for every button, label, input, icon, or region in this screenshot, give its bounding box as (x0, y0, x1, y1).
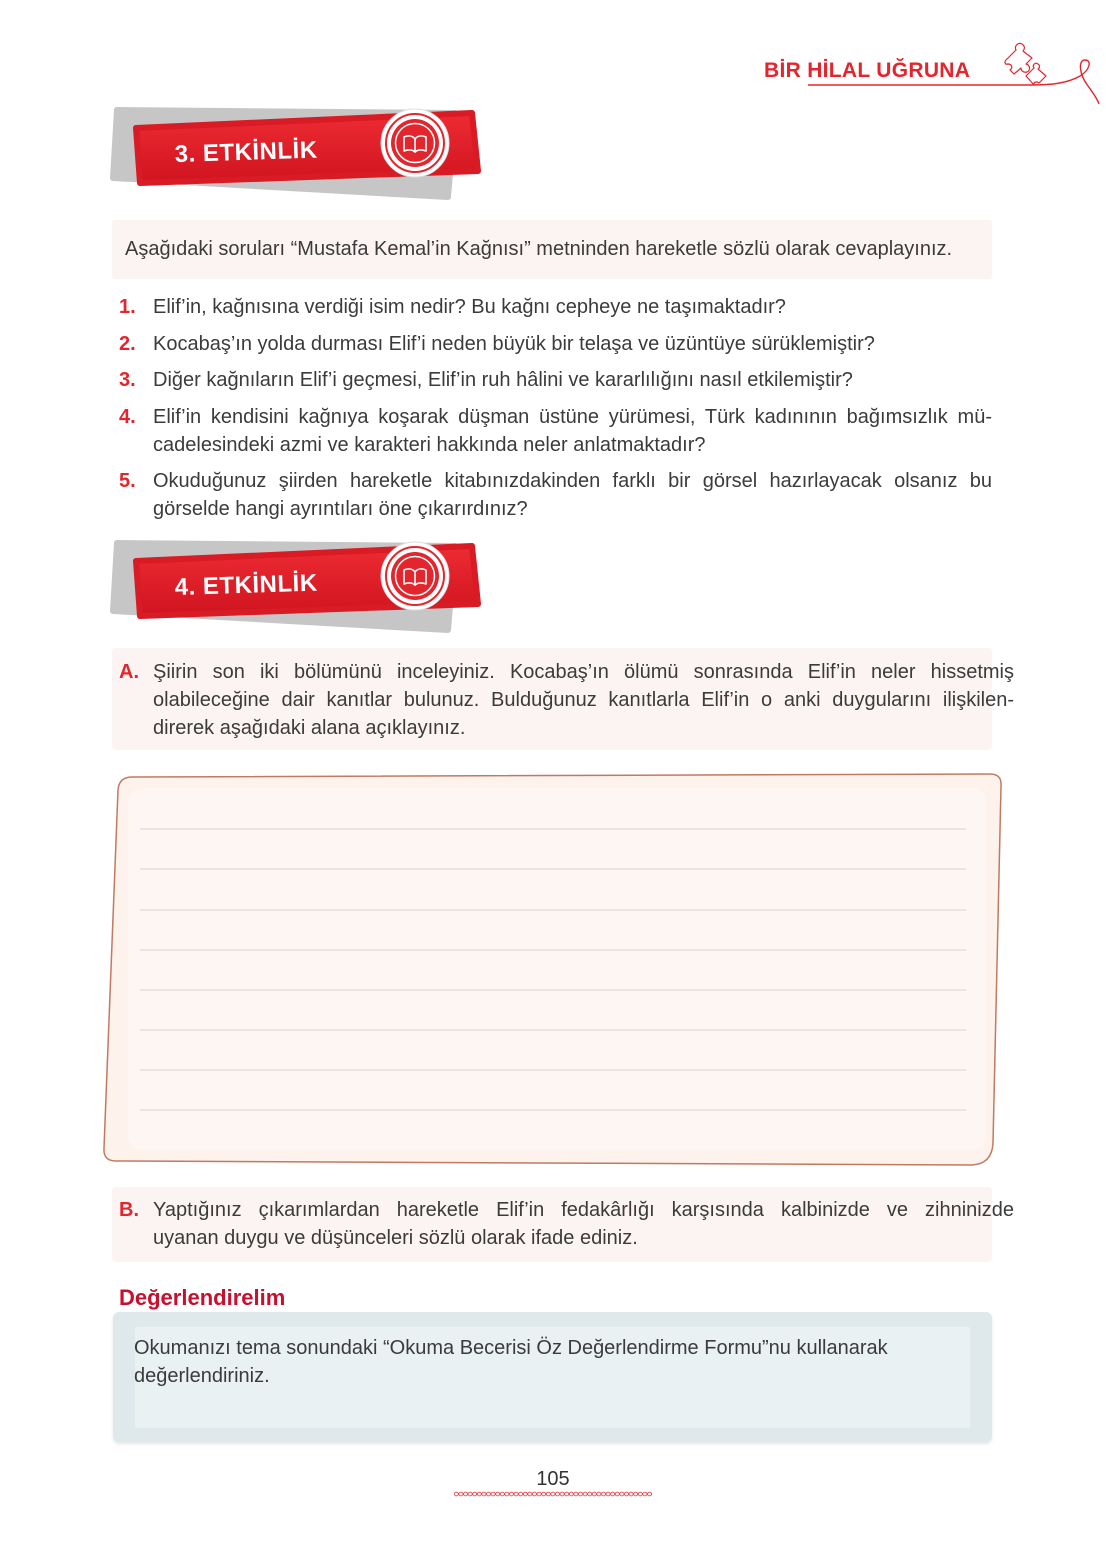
header-decoration (800, 38, 1100, 108)
list-item (119, 330, 992, 358)
part-b-box (112, 1187, 1014, 1262)
question-text: Okuduğunuz şiirden hareketle kitabınızdakinden farklı bir görsel hazırlayacak olsanız bu (153, 470, 992, 492)
book-icon (381, 542, 449, 610)
header-underline (808, 60, 1099, 104)
part-a-box (112, 648, 1014, 750)
instruction-text: Aşağıdaki soruları “Mustafa Kemal’in Kağnısı” metninden hareketle sözlü olarak cevaplayınız. (125, 238, 953, 260)
evaluation-text (134, 1334, 888, 1390)
puzzle-icon (1005, 43, 1046, 85)
book-title: BİR HİLAL UĞRUNA (764, 59, 971, 82)
activity-label: 4. ETKİNLİK (174, 569, 318, 601)
evaluation-line: Okumanızı tema sonundaki “Okuma Becerisi Öz Değerlendirme Formu”nu kullanarak (134, 1337, 888, 1359)
question-text: cadelesindeki azmi ve karakteri hakkında neler anlatmaktadır? (153, 433, 706, 456)
instruction-box (112, 220, 992, 279)
evaluation-box (113, 1312, 992, 1442)
writing-area-inner (128, 788, 986, 1150)
part-letter: B. (119, 1199, 139, 1221)
list-item (119, 403, 992, 459)
question-number: 5. (119, 470, 136, 492)
part-letter: A. (119, 661, 139, 683)
list-item (119, 366, 992, 394)
part-text: Şiirin son iki bölümünü inceleyiniz. Kocabaş’ın ölümü sonrasında Elif’in neler hissetmiş (153, 661, 1014, 683)
question-text: Kocabaş’ın yolda durması Elif’i neden büyük bir telaşa ve üzüntüye sürüklemiştir? (153, 332, 875, 355)
part-text: direrek aşağıdaki alana açıklayınız. (153, 717, 466, 739)
list-item (119, 1196, 1014, 1252)
part-text: Yaptığınız çıkarımlardan hareketle Elif’in fedakârlığı karşısında kalbinizde ve zihninizde (153, 1199, 1014, 1221)
question-text: Diğer kağnıların Elif’i geçmesi, Elif’in ruh hâlini ve kararlılığını nasıl etkilemiştir? (153, 369, 853, 391)
question-number: 1. (119, 296, 136, 318)
activity-label: 3. ETKİNLİK (174, 136, 318, 168)
writing-area (100, 768, 1006, 1172)
activity-banner-4 (105, 533, 490, 638)
question-number: 2. (119, 332, 136, 355)
question-number: 3. (119, 369, 136, 391)
page-number-ornament (454, 1490, 654, 1498)
evaluation-heading: Değerlendirelim (119, 1285, 286, 1310)
list-item (119, 467, 992, 523)
question-text: görselde hangi ayrıntıları öne çıkarırdınız? (153, 498, 528, 520)
page-number: 105 (536, 1468, 570, 1490)
question-text: Elif’in, kağnısına verdiği isim nedir? Bu kağnı cepheye ne taşımaktadır? (153, 296, 786, 318)
part-text: olabileceğine dair kanıtlar bulunuz. Bulduğunuz kanıtlarla Elif’in o anki duygularını ilişkilen- (153, 689, 1014, 711)
question-list (119, 293, 992, 532)
question-number: 4. (119, 405, 136, 428)
list-item (119, 658, 1014, 742)
evaluation-line: değerlendiriniz. (134, 1365, 270, 1387)
activity-banner-3 (105, 100, 490, 205)
list-item (119, 293, 992, 321)
question-text: Elif’in kendisini kağnıya koşarak düşman üstüne yürümesi, Türk kadınının bağımsızlık mü- (153, 405, 992, 428)
part-text: uyanan duygu ve düşünceleri sözlü olarak ifade ediniz. (153, 1227, 638, 1249)
book-icon (381, 109, 449, 177)
